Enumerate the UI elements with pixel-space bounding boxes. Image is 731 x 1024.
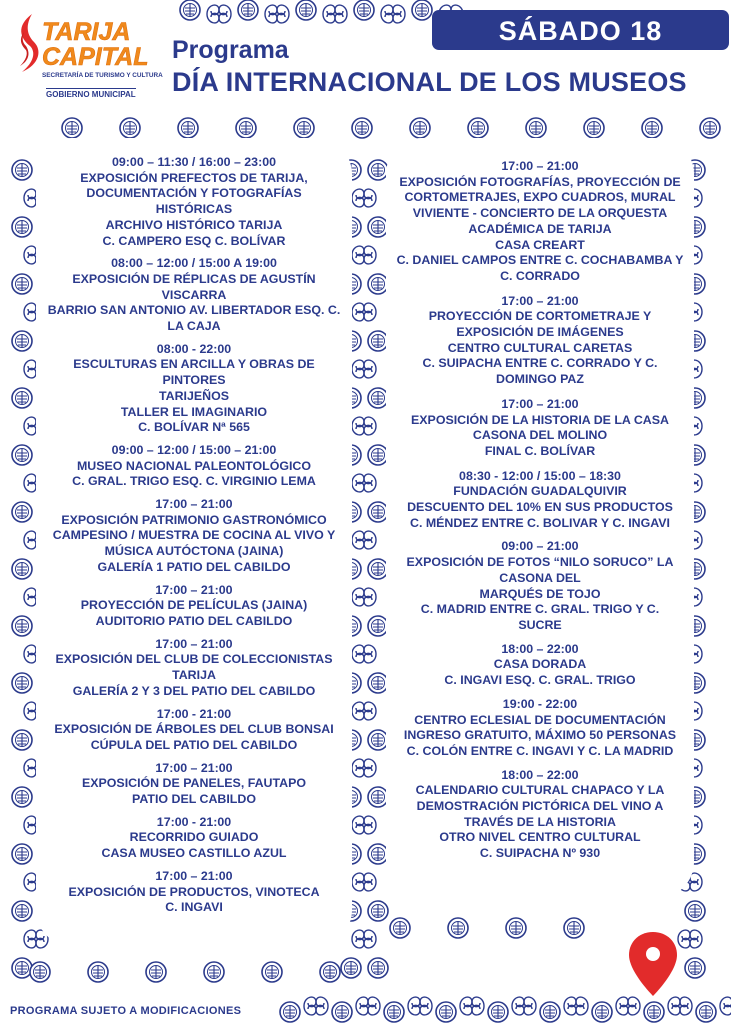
entry-line: INGRESO GRATUITO, MÁXIMO 50 PERSONAS bbox=[403, 728, 677, 743]
entry-line: C. GRAL. TRIGO ESQ. C. VIRGINIO LEMA bbox=[72, 474, 316, 489]
schedule-entry bbox=[36, 155, 352, 249]
entry-line: DEMOSTRACIÓN PICTÓRICA DEL VINO A bbox=[416, 799, 664, 814]
schedule-entry bbox=[36, 583, 352, 630]
entry-line: CALENDARIO CULTURAL CHAPACO Y LA bbox=[415, 783, 665, 798]
schedule-entry bbox=[36, 443, 352, 490]
entry-time: 09:00 – 12:00 / 15:00 – 21:00 bbox=[111, 442, 277, 457]
entry-time: 17:00 – 21:00 bbox=[501, 293, 579, 308]
entry-line: PROYECCIÓN DE PELÍCULAS (JAINA) bbox=[80, 598, 308, 613]
entry-line: EXPOSICIÓN DE LA HISTORIA DE LA CASA bbox=[411, 412, 669, 427]
entry-line: TRAVÉS DE LA HISTORIA bbox=[464, 814, 616, 829]
entry-line: C. DANIEL CAMPOS ENTRE C. COCHABAMBA Y bbox=[396, 253, 684, 268]
schedule-entry bbox=[382, 469, 698, 532]
schedule-entry bbox=[382, 642, 698, 689]
entry-time: 08:00 – 12:00 / 15:00 A 19:00 bbox=[111, 256, 277, 271]
entry-time: 17:00 – 21:00 bbox=[501, 396, 579, 411]
logo-flame-icon bbox=[10, 12, 42, 76]
entry-line: HISTÓRICAS bbox=[155, 202, 233, 217]
entry-line: TARIJEÑOS bbox=[159, 388, 229, 403]
entry-line: FINAL C. BOLÍVAR bbox=[484, 443, 596, 458]
programa-label: Programa bbox=[172, 36, 289, 64]
schedule-entry bbox=[36, 497, 352, 576]
entry-line: MÚSICA AUTÓCTONA (JAINA) bbox=[104, 544, 284, 559]
entry-line: C. CORRADO bbox=[500, 268, 580, 283]
schedule-entry bbox=[382, 294, 698, 388]
entry-line: RECORRIDO GUIADO bbox=[129, 830, 259, 845]
entry-line: FUNDACIÓN GUADALQUIVIR bbox=[453, 484, 627, 499]
entry-line: CÚPULA DEL PATIO DEL CABILDO bbox=[90, 737, 298, 752]
entry-line: DOMINGO PAZ bbox=[496, 372, 584, 387]
schedule-entry bbox=[382, 159, 698, 285]
entry-line: MUSEO NACIONAL PALEONTOLÓGICO bbox=[76, 458, 312, 473]
schedule-entry bbox=[382, 539, 698, 633]
entry-line: CAMPESINO / MUESTRA DE COCINA AL VIVO Y bbox=[52, 528, 336, 543]
entry-line: C. INGAVI bbox=[165, 900, 223, 915]
schedule-entry bbox=[36, 256, 352, 335]
entry-line: EXPOSICIÓN DEL CLUB DE COLECCIONISTAS bbox=[55, 652, 333, 667]
entry-line: C. SUIPACHA Nº 930 bbox=[479, 846, 601, 861]
entry-time: 17:00 – 21:00 bbox=[501, 159, 579, 173]
entry-time: 18:00 – 22:00 bbox=[501, 767, 579, 782]
entry-line: AUDITORIO PATIO DEL CABILDO bbox=[95, 613, 293, 628]
schedule-entry bbox=[36, 637, 352, 700]
entry-time: 09:00 – 21:00 bbox=[501, 539, 579, 554]
entry-line: GALERÍA 2 Y 3 DEL PATIO DEL CABILDO bbox=[72, 683, 316, 698]
entry-line: TALLER EL IMAGINARIO bbox=[120, 404, 268, 419]
entry-line: C. MADRID ENTRE C. GRAL. TRIGO Y C. bbox=[420, 602, 660, 617]
date-badge: SÁBADO 18 bbox=[432, 10, 729, 50]
entry-line: EXPOSICIÓN DE IMÁGENES bbox=[456, 325, 624, 340]
entry-line: CASA MUSEO CASTILLO AZUL bbox=[101, 846, 287, 861]
entry-line: CASA CREART bbox=[495, 237, 585, 252]
entry-line: VIVIENTE - CONCIERTO DE LA ORQUESTA bbox=[412, 206, 668, 221]
right-column bbox=[382, 159, 698, 862]
page-title: DÍA INTERNACIONAL DE LOS MUSEOS bbox=[172, 67, 687, 97]
entry-time: 17:00 - 21:00 bbox=[156, 706, 232, 721]
entry-line: PATIO DEL CABILDO bbox=[132, 792, 256, 807]
entry-line: PINTORES bbox=[162, 373, 226, 388]
tarija-capital-logo bbox=[6, 8, 166, 100]
entry-time: 17:00 - 21:00 bbox=[156, 814, 232, 829]
entry-line: C. SUIPACHA ENTRE C. CORRADO Y C. bbox=[422, 356, 658, 371]
entry-time: 17:00 – 21:00 bbox=[155, 497, 233, 512]
entry-line: ACADÉMICA DE TARIJA bbox=[468, 221, 612, 236]
logo-line-1: TARIJA bbox=[42, 18, 131, 46]
entry-line: ARCHIVO HISTÓRICO TARIJA bbox=[105, 217, 283, 232]
entry-line: EXPOSICIÓN DE ÁRBOLES DEL CLUB BONSAI bbox=[54, 722, 334, 737]
entry-time: 08:00 - 22:00 bbox=[156, 341, 232, 356]
schedule-entry bbox=[382, 697, 698, 760]
entry-time: 18:00 – 22:00 bbox=[501, 641, 579, 656]
entry-time: 17:00 – 21:00 bbox=[155, 868, 233, 883]
entry-line: C. BOLÍVAR Nª 565 bbox=[138, 420, 250, 435]
entry-line: CENTRO CULTURAL CARETAS bbox=[447, 340, 633, 355]
entry-time: 17:00 – 21:00 bbox=[155, 636, 233, 651]
entry-time: 08:30 - 12:00 / 15:00 – 18:30 bbox=[459, 468, 621, 483]
schedule-entry bbox=[36, 707, 352, 754]
entry-line: BARRIO SAN ANTONIO AV. LIBERTADOR ESQ. C. bbox=[47, 303, 341, 318]
entry-line: OTRO NIVEL CENTRO CULTURAL bbox=[439, 830, 641, 845]
logo-line-3: SECRETARÍA DE TURISMO Y CULTURA bbox=[42, 72, 163, 79]
entry-line: CENTRO ECLESIAL DE DOCUMENTACIÓN bbox=[414, 712, 666, 727]
entry-line: CASONA DEL MOLINO bbox=[472, 428, 608, 443]
entry-line: C. COLÓN ENTRE C. INGAVI Y C. LA MADRID bbox=[406, 743, 674, 758]
logo-line-4: GOBIERNO MUNICIPAL bbox=[46, 90, 136, 99]
entry-line: CASA DORADA bbox=[493, 657, 587, 672]
entry-line: VISCARRA bbox=[161, 287, 227, 302]
entry-line: C. INGAVI ESQ. C. GRAL. TRIGO bbox=[444, 673, 636, 688]
schedule-entry bbox=[36, 761, 352, 808]
entry-line: CORTOMETRAJES, EXPO CUADROS, MURAL bbox=[404, 190, 676, 205]
entry-line: EXPOSICIÓN DE FOTOS “NILO SORUCO” LA bbox=[406, 555, 674, 570]
entry-line: PROYECCIÓN DE CORTOMETRAJE Y bbox=[428, 309, 652, 324]
entry-line: EXPOSICIÓN PATRIMONIO GASTRONÓMICO bbox=[61, 512, 327, 527]
logo-line-2: CAPITAL bbox=[42, 43, 149, 71]
entry-line: TARIJA bbox=[172, 668, 216, 683]
entry-line: EXPOSICIÓN DE PANELES, FAUTAPO bbox=[82, 776, 306, 791]
entry-line: EXPOSICIÓN DE PRODUCTOS, VINOTECA bbox=[68, 884, 320, 899]
schedule-entry bbox=[36, 342, 352, 436]
entry-line: GALERÍA 1 PATIO DEL CABILDO bbox=[97, 559, 291, 574]
schedule-entry bbox=[36, 815, 352, 862]
schedule-entry bbox=[382, 768, 698, 862]
entry-line: EXPOSICIÓN DE RÉPLICAS DE AGUSTÍN bbox=[72, 271, 316, 286]
entry-line: DESCUENTO DEL 10% EN SUS PRODUCTOS bbox=[407, 500, 673, 515]
entry-time: 17:00 – 21:00 bbox=[155, 760, 233, 775]
entry-line: ESCULTURAS EN ARCILLA Y OBRAS DE bbox=[73, 357, 315, 372]
footer-note: PROGRAMA SUJETO A MODIFICACIONES bbox=[10, 1005, 242, 1017]
entry-time: 09:00 – 11:30 / 16:00 – 23:00 bbox=[112, 155, 276, 169]
entry-line: CASONA DEL bbox=[499, 570, 581, 585]
schedule-entry bbox=[382, 397, 698, 460]
location-pin-icon bbox=[626, 930, 680, 998]
entry-line: C. MÉNDEZ ENTRE C. BOLIVAR Y C. INGAVI bbox=[410, 515, 670, 530]
left-column bbox=[36, 155, 352, 916]
entry-line: SUCRE bbox=[518, 617, 562, 632]
schedule-entry bbox=[36, 869, 352, 916]
entry-line: MARQUÉS DE TOJO bbox=[479, 586, 601, 601]
entry-time: 19:00 - 22:00 bbox=[502, 696, 578, 711]
entry-time: 17:00 – 21:00 bbox=[155, 582, 233, 597]
entry-line: LA CAJA bbox=[167, 319, 221, 334]
entry-line: DOCUMENTACIÓN Y FOTOGRAFÍAS bbox=[86, 186, 302, 201]
entry-line: EXPOSICIÓN PREFECTOS DE TARIJA, bbox=[80, 170, 308, 185]
entry-line: C. CAMPERO ESQ C. BOLÍVAR bbox=[102, 233, 286, 248]
entry-line: EXPOSICIÓN FOTOGRAFÍAS, PROYECCIÓN DE bbox=[399, 174, 681, 189]
